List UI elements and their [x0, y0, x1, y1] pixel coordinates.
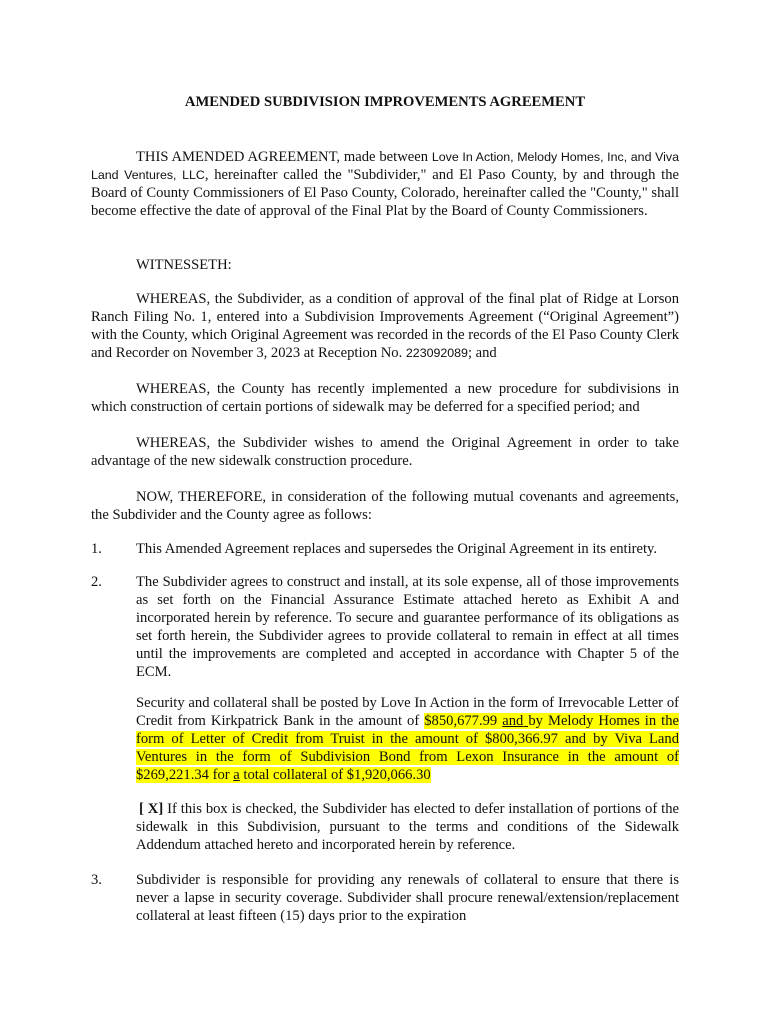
whereas-paragraph-3: WHEREAS, the Subdivider wishes to amend the Original Agreement in order to take advantage of the new sidewalk construction procedure.: [91, 435, 679, 469]
checkbox-text: If this box is checked, the Subdivider has elected to defer installation of portions of the sidewalk in this Subdivision, pursuant to the terms and conditions of the Sidewalk Addendum attached hereto and incorporated herein by reference.: [136, 801, 679, 853]
amount-highlight-1: $850,677.99: [424, 713, 498, 729]
item-number-1: 1.: [91, 541, 102, 557]
a-word: a: [233, 767, 240, 783]
item-text-1: This Amended Agreement replaces and supersedes the Original Agreement in its entirety.: [136, 541, 658, 557]
item-text-3: Subdivider is responsible for providing any renewals of collateral to ensure that there is never a lapse in security coverage. Subdivider shall procure renewal/extension/replacement collateral at least fifteen (15) days prior to the expiration: [136, 872, 679, 924]
reception-number: 223092089: [405, 346, 468, 360]
security-paragraph: [136, 694, 679, 784]
security-text-a: Security and collateral shall be posted by Love In Action in the form of Irrevocable Letter of Credit from Kirkpatrick Bank in the amount of: [136, 695, 679, 729]
document-title: AMENDED SUBDIVISION IMPROVEMENTS AGREEMENT: [184, 94, 586, 110]
now-therefore-paragraph: NOW, THEREFORE, in consideration of the following mutual covenants and agreements, the Subdivider and the County agree as follows:: [91, 489, 679, 523]
whereas1-text-a: WHEREAS, the Subdivider, as a condition of approval of the final plat of Ridge at Lorson Ranch Filing No. 1, entered into a Subdivision Improvements Agreement (“Original Agreement”) with the County, which Original Agreement was recorded in the records of the El Paso County Clerk and Recorder on November 3, 2023 at Reception No.: [91, 291, 679, 361]
checkbox-mark: [ X]: [139, 801, 164, 817]
whereas-paragraph-2: WHEREAS, the County has recently implemented a new procedure for subdivisions in which construction of certain portions of sidewalk may be deferred for a specified period; and: [91, 381, 679, 415]
sidewalk-checkbox-paragraph: [136, 800, 679, 854]
item-number-2: 2.: [91, 574, 102, 590]
intro-text-b: , hereinafter called the "Subdivider," and El Paso County, by and through the Board of County Commissioners of El Paso County, Colorado, hereinafter called the "County," shall become effective the date of approval of the Final Plat by the Board of County Commissioners.: [91, 167, 679, 219]
security-text-c: by Melody Homes in the form of Letter of Credit from Truist in the amount of $800,366.97 and by Viva Land Ventures in the form of Subdivision Bond from Lexon Insurance in the amount of $269,221.34 for: [136, 713, 679, 783]
intro-text-a: THIS AMENDED AGREEMENT, made between: [136, 149, 432, 165]
security-text-d: total collateral of $1,920,066.30: [239, 767, 431, 783]
witnesseth-heading: WITNESSETH:: [136, 257, 232, 273]
whereas1-text-b: ; and: [467, 345, 497, 361]
item-text-2: The Subdivider agrees to construct and install, at its sole expense, all of those improvements as set forth on the Financial Assurance Estimate attached hereto as Exhibit A and incorporated herein by reference. To secure and guarantee performance of its obligations as set forth herein, the Subdivider agrees to provide collateral to remain in effect at all times until the improvements are completed and accepted in accordance with Chapter 5 of the ECM.: [136, 574, 679, 680]
intro-paragraph: [91, 148, 679, 220]
whereas-paragraph-1: [91, 290, 679, 362]
intro-parties: Love In Action, Melody Homes, Inc, and Viva Land Ventures, LLC: [91, 150, 679, 182]
item-number-3: 3.: [91, 872, 102, 888]
and-word: and: [502, 713, 524, 729]
